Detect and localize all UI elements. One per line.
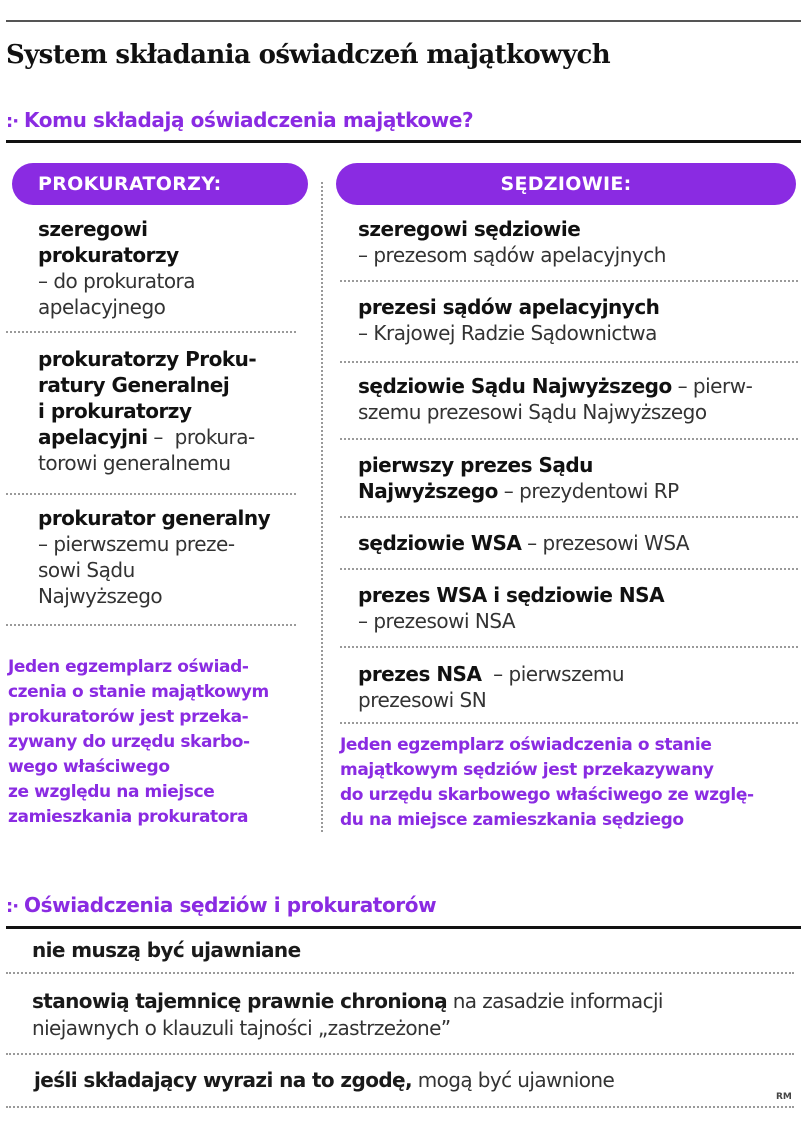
note-line: majątkowym sędziów jest przekazywany <box>340 760 714 780</box>
dotted-divider <box>340 438 798 440</box>
dotted-divider <box>340 646 798 648</box>
dotted-divider <box>6 972 794 974</box>
section-rule <box>6 140 801 143</box>
judges-header <box>336 163 796 205</box>
author-credit: RM <box>776 1092 792 1102</box>
entry-subject: sędziowie Sądu Najwyższego <box>358 374 672 398</box>
entry-subject: prezesi sądów apelacyjnych <box>358 295 660 319</box>
section-heading-text: Oświadczenia sędziów i prokuratorów <box>24 893 437 917</box>
note-line: Jeden egzemplarz oświadczenia o stanie <box>340 735 712 755</box>
dotted-divider <box>340 722 798 724</box>
item-bold: nie muszą być ujawniane <box>32 938 301 962</box>
entry-subject: sędziowie WSA <box>358 531 522 555</box>
entry-subject: Najwyższego <box>358 479 498 503</box>
entry-recipient: torowi generalnemu <box>38 451 231 475</box>
prosecutor-entry <box>38 346 313 476</box>
page-title: System składania oświadczeń majątkowych <box>6 40 611 70</box>
item-bold: jeśli składający wyrazi na to zgodę, <box>34 1068 413 1092</box>
entry-subject: pierwszy prezes Sądu <box>358 453 593 477</box>
prosecutor-entry <box>38 216 308 320</box>
entry-subject: apelacyjni <box>38 425 148 449</box>
dotted-divider <box>340 361 798 363</box>
judges-note <box>340 733 800 833</box>
section-heading-text: Komu składają oświadczenia majątkowe? <box>24 108 474 132</box>
dotted-divider <box>340 280 798 282</box>
judge-entry <box>358 582 798 634</box>
section-rule <box>6 926 801 929</box>
note-line: du na miejsce zamieszkania sędziego <box>340 810 684 830</box>
entry-subject: szeregowi sędziowie <box>358 217 581 241</box>
entry-recipient: Najwyższego <box>38 584 163 608</box>
entry-recipient: prokura- <box>174 425 255 449</box>
top-rule <box>6 20 801 22</box>
entry-recipient: – prezesom sądów apelacyjnych <box>358 243 666 267</box>
entry-recipient: – pierwszemu preze- <box>38 532 235 556</box>
entry-recipient: prezesowi SN <box>358 688 487 712</box>
entry-subject: prokurator generalny <box>38 506 271 530</box>
section-heading-recipients <box>6 108 473 132</box>
entry-subject: prezes WSA i sędziowie NSA <box>358 583 665 607</box>
dotted-divider <box>6 1106 794 1108</box>
entry-recipient: – prezydentowi RP <box>497 479 679 503</box>
entry-recipient: sowi Sądu <box>38 558 135 582</box>
bullet-icon: :· <box>6 111 19 132</box>
dotted-divider <box>6 331 296 333</box>
judge-entry <box>358 661 798 713</box>
note-line: czenia o stanie majątkowym <box>8 682 269 702</box>
entry-dash: – <box>147 425 175 449</box>
item-text: mogą być ujawnione <box>412 1068 615 1092</box>
note-line: do urzędu skarbowego właściwego ze wzglę- <box>340 785 754 805</box>
dotted-divider <box>6 624 296 626</box>
judge-entry <box>358 452 798 504</box>
note-line: zywany do urzędu skarbo- <box>8 732 250 752</box>
item-bold: stanowią tajemnicę prawnie chronioną <box>32 989 447 1013</box>
entry-subject: ratury Generalnej <box>38 373 230 397</box>
prosecutor-entry <box>38 505 318 609</box>
entry-recipient: – prezesowi NSA <box>358 609 516 633</box>
entry-subject: prokuratorzy <box>38 243 179 267</box>
entry-subject: prokuratorzy Proku- <box>38 347 257 371</box>
judge-entry <box>358 294 798 346</box>
dotted-divider <box>340 516 798 518</box>
dotted-divider <box>6 493 296 495</box>
judge-entry <box>358 373 798 425</box>
judge-entry <box>358 216 798 268</box>
entry-recipient: – pierw- <box>671 374 753 398</box>
note-line: wego właściwego <box>8 757 170 777</box>
entry-recipient: – do prokuratora <box>38 269 196 293</box>
declaration-item <box>32 938 301 962</box>
note-line: zamieszkania prokuratora <box>8 807 249 827</box>
declaration-item <box>34 1068 614 1092</box>
declaration-item <box>32 988 663 1042</box>
entry-recipient: – Krajowej Radzie Sądownictwa <box>358 321 657 345</box>
judge-entry <box>358 530 798 556</box>
item-text: niejawnych o klauzuli tajności „zastrzeżone” <box>32 1016 451 1040</box>
item-text: na zasadzie informacji <box>446 989 663 1013</box>
column-divider <box>321 182 323 832</box>
entry-recipient: apelacyjnego <box>38 295 166 319</box>
note-line: prokuratorów jest przeka- <box>8 707 249 727</box>
prosecutors-header-label: PROKURATORZY: <box>38 173 222 195</box>
bullet-icon: :· <box>6 896 19 917</box>
prosecutors-header <box>12 163 308 205</box>
section-heading-declarations <box>6 893 436 917</box>
dotted-divider <box>340 568 798 570</box>
entry-subject: prezes NSA <box>358 662 482 686</box>
entry-recipient: – prezesowi WSA <box>521 531 690 555</box>
entry-subject: szeregowi <box>38 217 148 241</box>
note-line: ze względu na miejsce <box>8 782 215 802</box>
dotted-divider <box>6 1053 794 1055</box>
prosecutors-note <box>8 655 314 830</box>
entry-recipient: – pierwszemu <box>481 662 625 686</box>
judges-header-label: SĘDZIOWIE: <box>500 173 632 195</box>
note-line: Jeden egzemplarz oświad- <box>8 657 249 677</box>
entry-recipient: szemu prezesowi Sądu Najwyższego <box>358 400 707 424</box>
entry-subject: i prokuratorzy <box>38 399 192 423</box>
